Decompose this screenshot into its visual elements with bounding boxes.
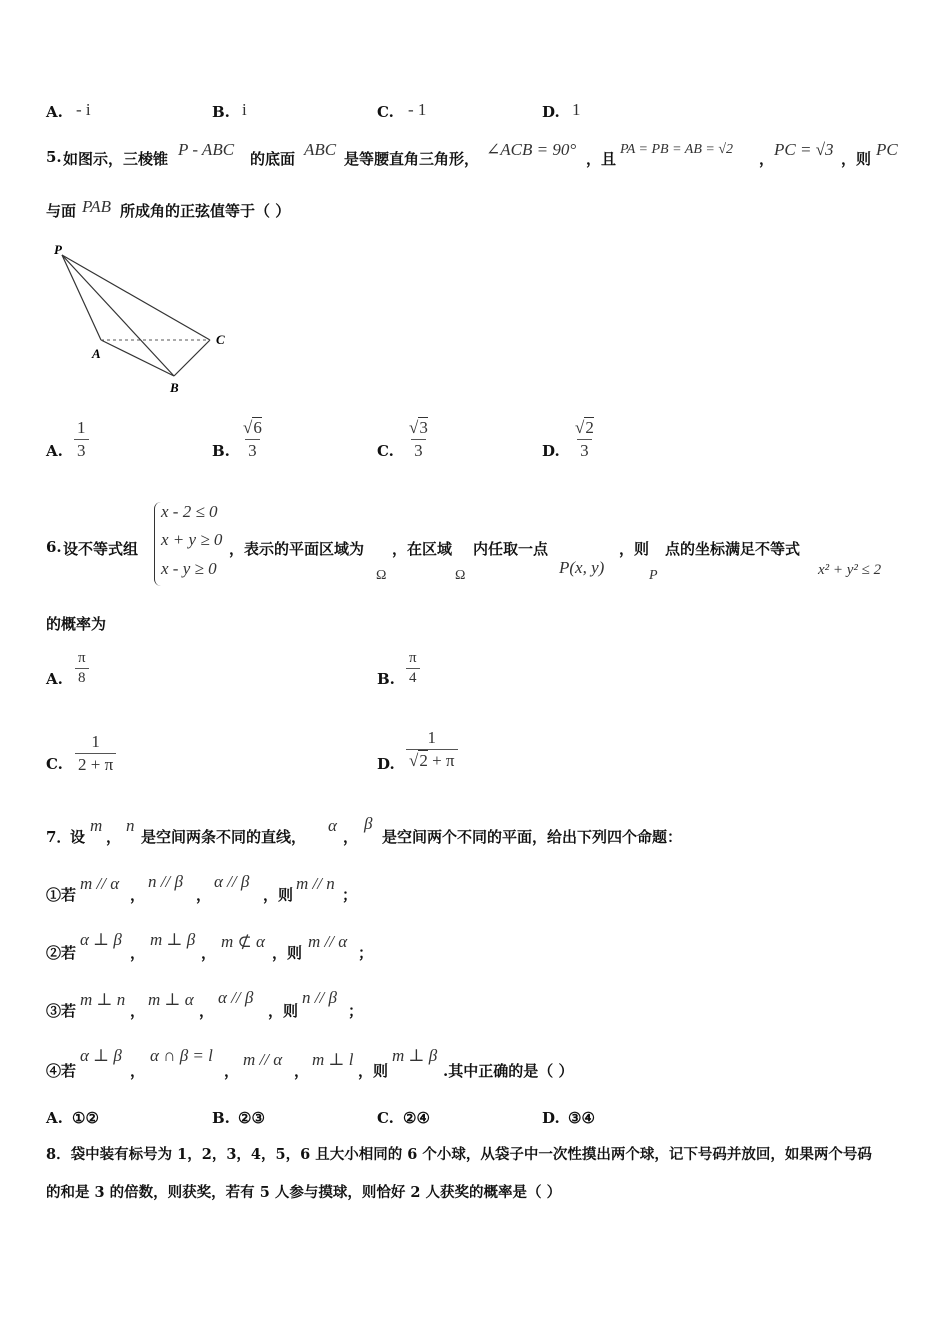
q7-prop-2: ②若 α ⊥ β ， m ⊥ β ， m ⊄ α ，则 m // α ；: [46, 930, 374, 962]
q5-math-angle: ∠ACB = 90°: [486, 140, 577, 159]
q6-option-a-num: π: [78, 650, 86, 666]
q7-text-2: 是空间两条不同的直线，: [141, 828, 307, 846]
q7-prop-2-result: m // α: [308, 932, 348, 951]
q6-line2: 的概率为: [46, 615, 107, 633]
q7-prop-1-cond-3: α // β: [214, 872, 250, 891]
q6-text-1: 设不等式组: [63, 540, 139, 558]
q4-option-b-letter: B.: [212, 103, 230, 121]
q7-text-1: 设: [70, 828, 86, 846]
q4-option-b-value: i: [242, 100, 247, 119]
q5-option-c-den: 3: [411, 439, 426, 461]
q5-pyramid-figure: [46, 238, 246, 398]
q5-stem-line2: [46, 197, 446, 223]
q4-option-a-letter: A.: [46, 103, 63, 121]
q6-text-2: ，表示的平面区域为: [229, 540, 365, 558]
q5-option-a-fraction: [74, 418, 89, 461]
q5-math-pc: PC = √3: [774, 140, 834, 159]
q7-prop-1-cond-2: n // β: [148, 872, 183, 891]
q7-option-c-value: ②④: [403, 1109, 430, 1127]
q5-text-6: ，则: [841, 150, 872, 168]
q4-option-d-value: 1: [572, 100, 581, 119]
figure-label-b: B: [170, 380, 179, 395]
q6-option-a-fraction: [75, 650, 89, 687]
q6-text-4: 内任取一点: [473, 540, 549, 558]
q5-option-a-den: 3: [74, 439, 89, 461]
q7-prop-2-cond-2: m ⊥ β: [150, 930, 196, 949]
q5-math-pyramid: P - ABC: [178, 140, 235, 159]
q7-prop-4-result: m ⊥ β: [392, 1046, 438, 1065]
q5-option-b-fraction: $\frac{√6}{3}$: [243, 418, 262, 460]
q6-system-line2: x + y ≥ 0: [161, 530, 223, 549]
q5-option-d-den: 3: [577, 439, 592, 461]
q5-option-c-num: 3: [419, 418, 428, 437]
q7-prop-4: ④若 α ⊥ β ， α ∩ β = l ， m // α ， m ⊥ l ，则 m ⊥ β .其中正确的是（ ）: [46, 1046, 574, 1080]
q5-math-plane: PAB: [82, 197, 111, 216]
q5-option-b-num: 6: [253, 418, 262, 437]
q7-prop-4-cond-3: m // α: [243, 1050, 283, 1069]
q5-option-d-num: 2: [585, 418, 594, 437]
q7-prop-4-then: ，则: [358, 1062, 389, 1080]
q5-math-lengths: PA = PB = AB = √2: [620, 142, 734, 157]
q7-prop-1-mark: ①若: [46, 886, 77, 904]
q7-option-b-value: ②③: [238, 1109, 265, 1127]
q5-option-b-den: 3: [245, 439, 260, 461]
q7-prop-1-cond-1: m // α: [80, 874, 120, 893]
q7-prop-4-end: .其中正确的是（ ）: [443, 1062, 574, 1080]
q7-prop-2-mark: ②若: [46, 944, 77, 962]
q6-text-5: ，则: [619, 540, 650, 558]
q6-option-c-den: 2 + π: [75, 753, 116, 775]
q6-inequality: x² + y² ≤ 2: [818, 562, 882, 578]
q6-option-a-den: 8: [75, 668, 89, 687]
q7-sep-2: ，: [343, 828, 359, 846]
q6-option-b-letter: B.: [377, 670, 395, 688]
q4-options: [46, 100, 646, 126]
q7-prop-4-cond-1: α ⊥ β: [80, 1046, 122, 1065]
q5-text-3: 是等腰直角三角形，: [344, 150, 480, 168]
q5-option-a-num: 1: [77, 418, 86, 437]
q6-point: P(x, y): [559, 558, 605, 577]
q7-alpha: α: [328, 816, 337, 835]
q7-option-a-letter: A.: [46, 1109, 63, 1127]
q7-prop-2-cond-1: α ⊥ β: [80, 930, 122, 949]
q6-options-row1: [46, 650, 646, 696]
q7-m: m: [90, 816, 103, 835]
q7-prop-3-mark: ③若: [46, 1002, 77, 1020]
figure-label-a: A: [92, 346, 101, 361]
q7-n: n: [126, 816, 135, 835]
q7-prop-2-then: ，则: [272, 944, 303, 962]
q6-option-b-num: π: [409, 650, 417, 666]
q6-number: 6.: [46, 538, 62, 556]
q6-omega-1: Ω: [376, 568, 387, 583]
q5-stem-line1: [46, 140, 916, 170]
q5-text-2: 的底面: [250, 150, 296, 168]
q7-option-a-value: ①②: [72, 1109, 99, 1127]
q5-math-pc-line: PC: [876, 140, 898, 159]
q6-omega-2: Ω: [455, 568, 466, 583]
q5-text-4: ，且: [586, 150, 617, 168]
q4-option-c-value: - 1: [408, 100, 427, 119]
q7-option-d-value: ③④: [568, 1109, 595, 1127]
q4-option-a-value: - i: [76, 100, 91, 119]
q7-prop-3: ③若 m ⊥ n ， m ⊥ α ， α // β ，则 n // β ；: [46, 988, 364, 1020]
q6-option-d-letter: D.: [377, 755, 395, 773]
q5-line2-text-a: 与面: [46, 202, 77, 220]
q6-option-d-num: 1: [427, 728, 436, 747]
q7-stem: [46, 814, 916, 844]
q7-beta: β: [364, 814, 373, 833]
q7-prop-3-end: ；: [348, 1002, 364, 1020]
q8-line2: 的和是 3 的倍数，则获奖，若有 5 人参与摸球，则恰好 2 人获奖的概率是（ ）: [46, 1184, 562, 1201]
q7-prop-4-cond-2: α ∩ β = l: [150, 1046, 213, 1065]
q7-prop-3-cond-3: α // β: [218, 988, 254, 1007]
q5-options: [46, 418, 646, 474]
q5-option-c-letter: C.: [377, 442, 394, 460]
q5-option-a-letter: A.: [46, 442, 63, 460]
q5-line2-text-b: 所成角的正弦值等于（ ）: [120, 202, 291, 220]
q4-option-c-letter: C.: [377, 103, 394, 121]
q6-text-3: ，在区域: [392, 540, 453, 558]
q6-option-a-letter: A.: [46, 670, 63, 688]
q6-options-row2: [46, 728, 646, 782]
q7-prop-1-result: m // n: [296, 874, 335, 893]
q6-option-b-fraction: [406, 650, 420, 687]
q5-math-base: ABC: [304, 140, 337, 159]
q7-sep-1: ，: [106, 828, 122, 846]
q5-number: 5.: [46, 148, 62, 166]
q7-prop-3-cond-1: m ⊥ n: [80, 990, 126, 1009]
q5-option-c-fraction: $\frac{√3}{3}$: [409, 418, 428, 460]
q5-option-b-letter: B.: [212, 442, 230, 460]
q5-option-d-fraction: $\frac{√2}{3}$: [575, 418, 594, 460]
q6-system-line1: x - 2 ≤ 0: [161, 502, 218, 521]
q7-prop-4-cond-4: m ⊥ l: [312, 1050, 354, 1069]
q4-option-d-letter: D.: [542, 103, 560, 121]
q7-option-c-letter: C.: [377, 1109, 394, 1127]
q6-system-line3: x - y ≥ 0: [161, 559, 217, 578]
q7-prop-2-end: ；: [358, 944, 374, 962]
q7-prop-3-then: ，则: [268, 1002, 299, 1020]
q6-option-d-den-rest: + π: [427, 751, 455, 770]
q7-option-b-letter: B.: [212, 1109, 230, 1127]
q7-prop-1-end: ；: [342, 886, 358, 904]
q6-text-6: 点的坐标满足不等式: [665, 540, 801, 558]
figure-label-c: C: [216, 332, 225, 347]
figure-label-p: P: [54, 242, 62, 257]
q7-text-3: 是空间两个不同的平面，给出下列四个命题：: [382, 828, 683, 846]
q6-option-d-fraction: $\frac{1}{√2 + \pi}$: [406, 728, 458, 771]
q6-option-c-letter: C.: [46, 755, 63, 773]
q6-option-c-num: 1: [91, 732, 100, 751]
q6-system-brace: [154, 502, 161, 586]
q7-prop-1-then: ，则: [263, 886, 294, 904]
q7-options: [46, 1107, 646, 1129]
q7-number: 7．: [46, 828, 72, 846]
q5-text-1: 如图示，三棱锥: [63, 150, 169, 168]
q6-option-b-den: 4: [406, 668, 420, 687]
q7-prop-2-cond-3: m ⊄ α: [221, 932, 265, 951]
q7-prop-1: ①若 m // α ， n // β ， α // β ，则 m // n ；: [46, 872, 358, 904]
q7-prop-3-cond-2: m ⊥ α: [148, 990, 194, 1009]
q7-prop-3-result: n // β: [302, 988, 337, 1007]
q7-option-d-letter: D.: [542, 1109, 560, 1127]
q5-option-d-letter: D.: [542, 442, 560, 460]
q6-option-d-den-rad: 2: [419, 751, 428, 770]
q6-p: P: [649, 568, 658, 583]
q5-text-5: ，: [759, 150, 775, 168]
q7-prop-4-mark: ④若: [46, 1062, 77, 1080]
q8-line1: 8．袋中装有标号为 1，2，3，4，5，6 且大小相同的 6 个小球，从袋子中一次性摸出两个球，记下号码并放回，如果两个号码: [46, 1146, 872, 1163]
q6-stem: [46, 498, 916, 594]
q6-option-c-fraction: [75, 732, 116, 775]
